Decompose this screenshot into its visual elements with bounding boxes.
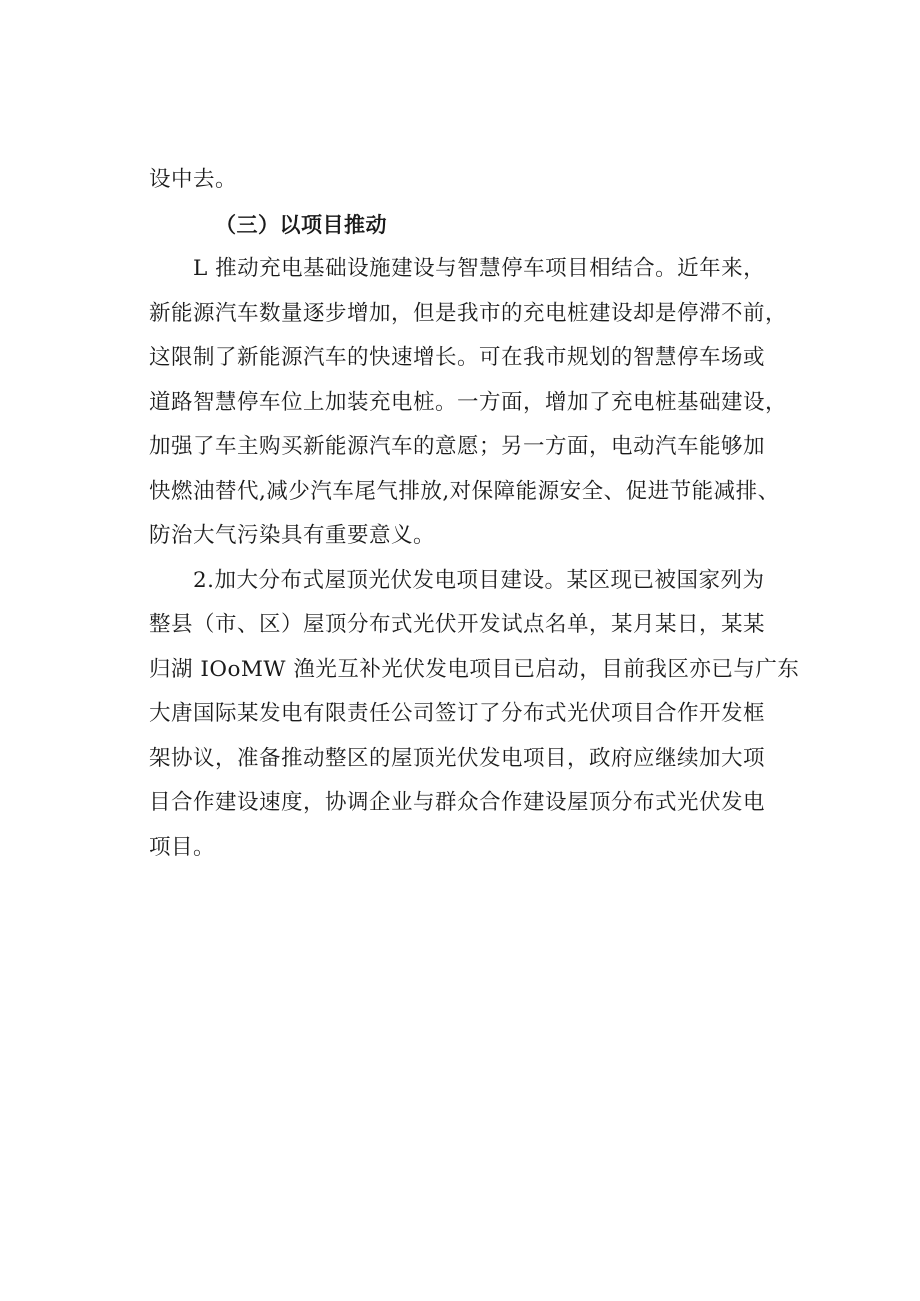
paragraph-charging-parking [149, 247, 819, 559]
text-line: 目合作建设速度，协调企业与群众合作建设屋顶分布式光伏发电 [149, 790, 766, 815]
text-line: 快燃油替代,减少汽车尾气排放,对保障能源安全、促进节能减排、 [149, 478, 780, 504]
text-line: 项目。 [149, 834, 216, 860]
text-line: 归湖 IOoMW 渔光互补光伏发电项目已启动，目前我区亦已与广东 [149, 656, 800, 682]
text-line: 加强了车主购买新能源汽车的意愿；另一方面，电动汽车能够加 [149, 434, 766, 459]
text-line: 这限制了新能源汽车的快速增长。可在我市规划的智慧停车场或 [149, 345, 766, 370]
document-body [149, 158, 819, 870]
paragraph-rooftop-solar [149, 559, 819, 871]
text-line: 架协议，准备推动整区的屋顶光伏发电项目，政府应继续加大项 [149, 745, 766, 771]
continuation-paragraph [149, 158, 819, 203]
text-line: L 推动充电基础设施建设与智慧停车项目相结合。近年来， [193, 256, 766, 281]
text-line: 整县（市、区）屋顶分布式光伏开发试点名单，某月某日，某某 [149, 612, 766, 637]
text-line: 设中去。 [149, 167, 238, 192]
section-heading: （三）以项目推动 [215, 212, 387, 237]
text-line: 2.加大分布式屋顶光伏发电项目建设。某区现已被国家列为 [193, 567, 765, 593]
text-line: 新能源汽车数量逐步增加，但是我市的充电桩建设却是停滞不前， [149, 300, 788, 326]
text-line: 道路智慧停车位上加装充电桩。一方面，增加了充电桩基础建设， [149, 389, 788, 415]
text-line: 防治大气污染具有重要意义。 [149, 523, 436, 548]
text-line: 大唐国际某发电有限责任公司签订了分布式光伏项目合作开发框 [149, 701, 766, 726]
